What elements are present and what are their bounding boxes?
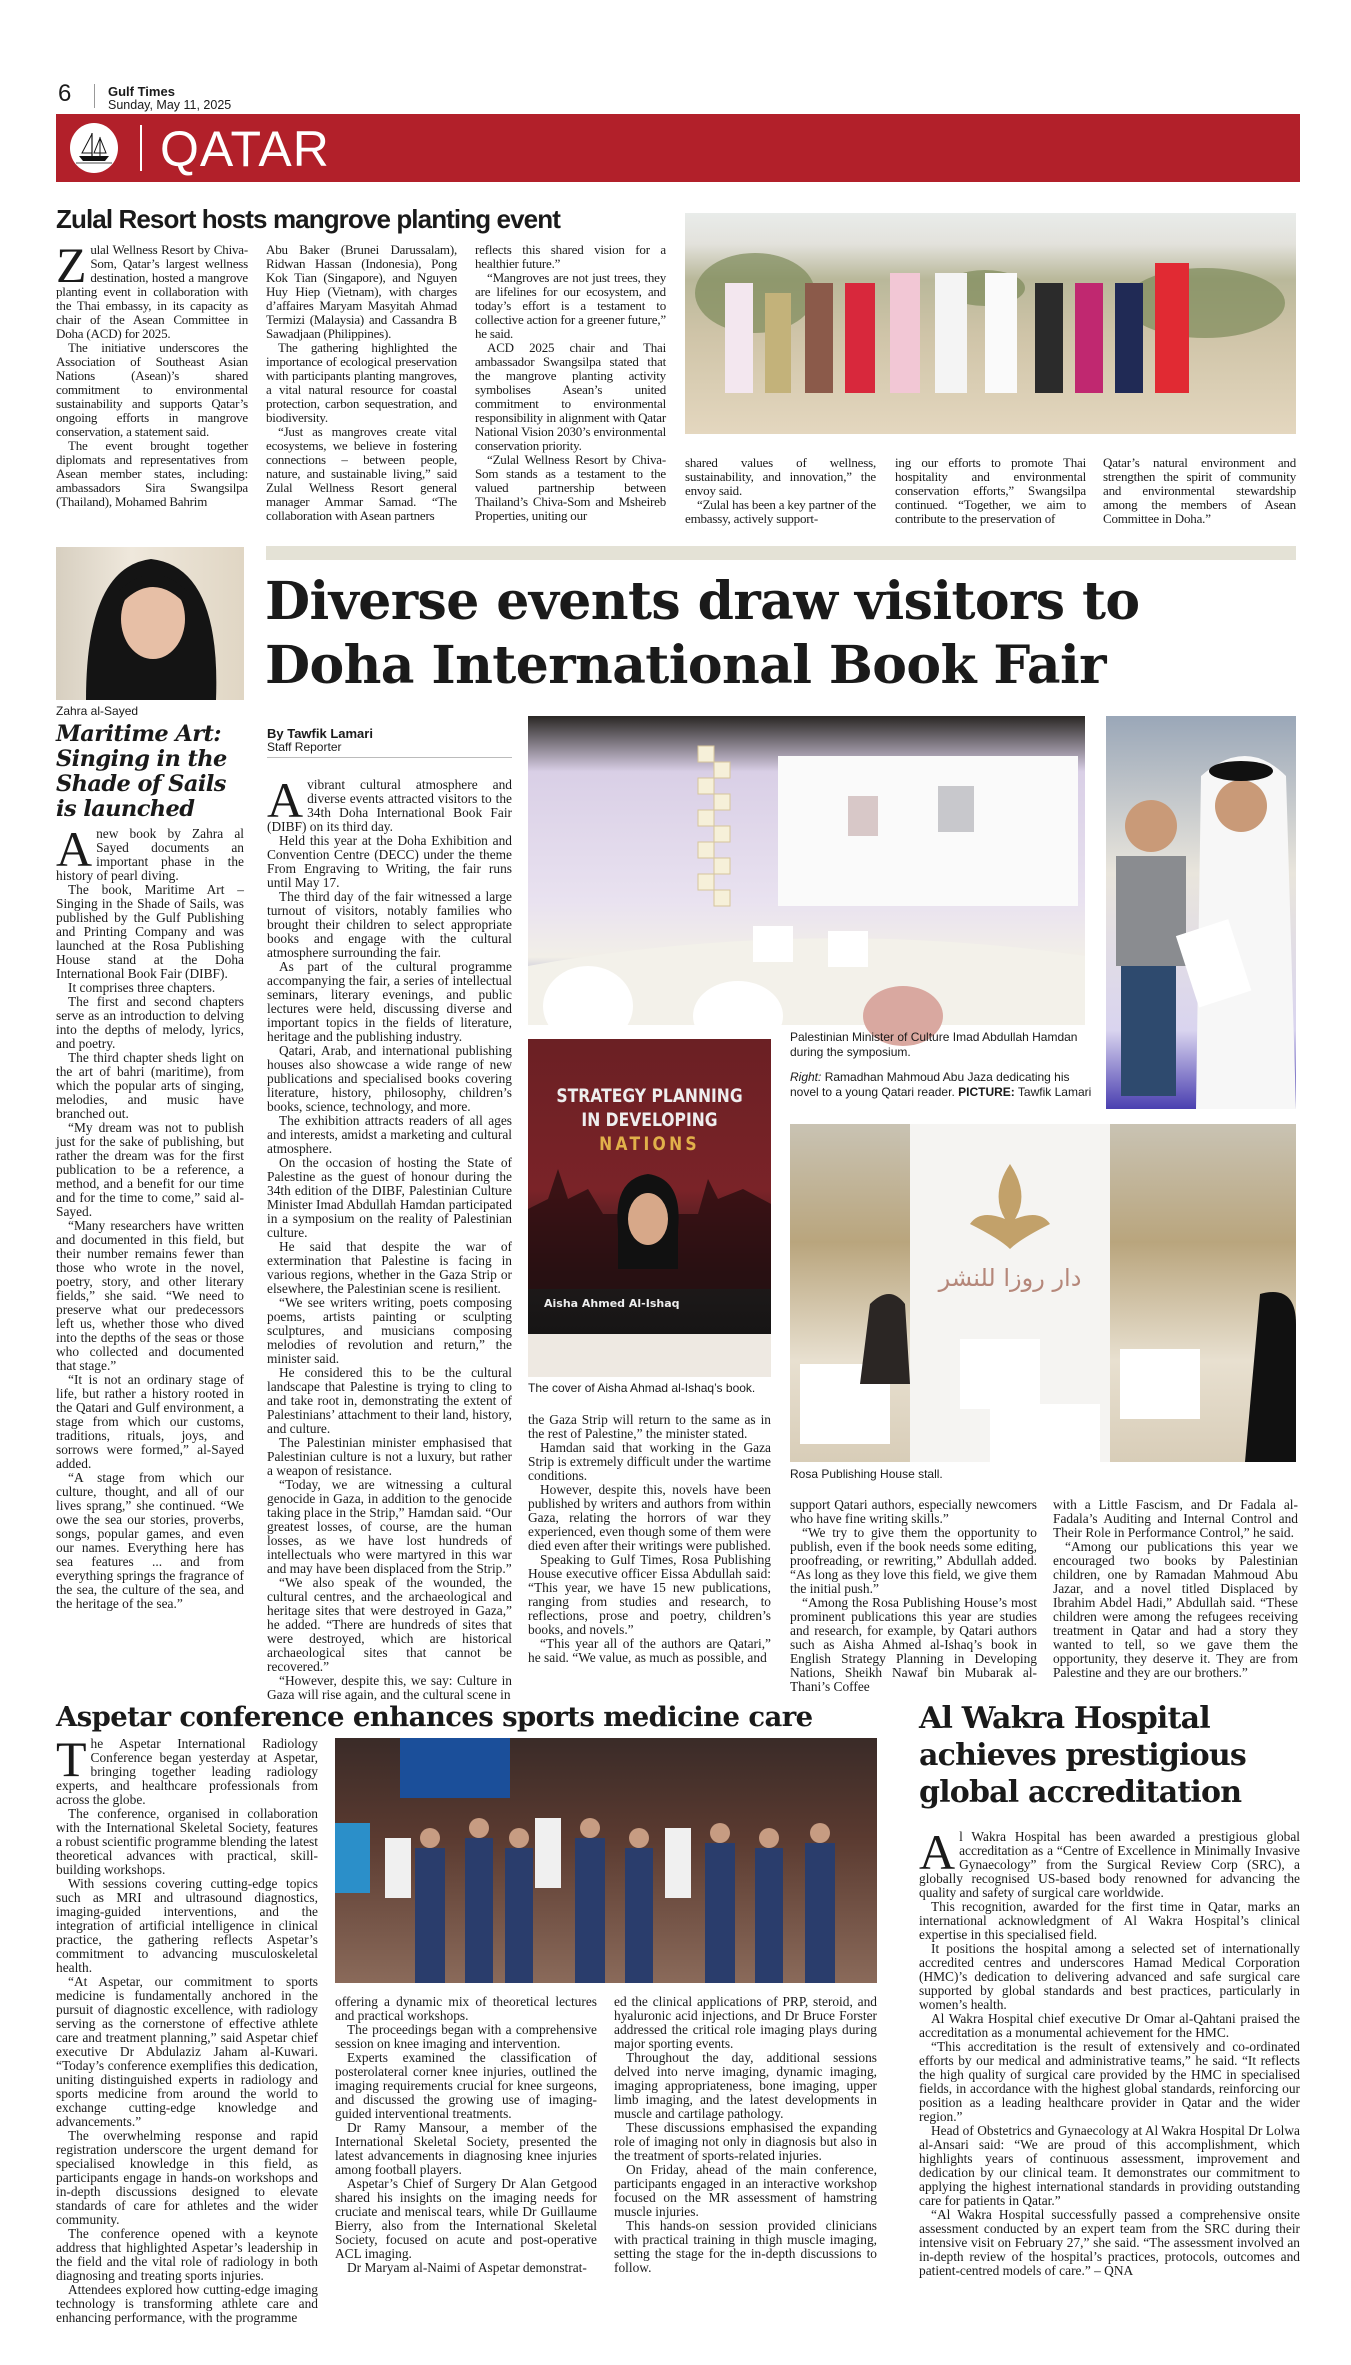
aspetar-column-3 — [614, 1995, 877, 2285]
paragraph: The book, Maritime Art – Singing in the Shade of Sails, was published by the Gulf Publishing and Printing Company and was launched at the Rosa Publishing House stand at the Doha International Book Fair (DIBF). — [56, 882, 244, 981]
paragraph: “Many researchers have written and documented in this field, but their number remains fewer than those who wrote in the novel, poetry, story, and other literary fields,” she said. “We need to preserve what our predecessors left us, whether those who dived into the depths of the seas or those who collected and documented that stage.” — [56, 1218, 244, 1373]
paragraph: “We try to give them the opportunity to publish, even if the book needs some editing, proofreading, or rewriting,” Abdullah added. “As long as they love this field, we give them the initial push.” — [790, 1525, 1037, 1596]
drop-cap: T — [56, 1731, 87, 1787]
aspetar-column-2 — [335, 1995, 597, 2285]
paragraph: Zulal Wellness Resort by Chiva-Som, Qatar’s largest wellness destination, hosted a mangrove planting event in collaboration with the Thai embassy, in its capacity as chair of the Asean Committee in Doha (ACD) for 2025. — [56, 237, 248, 341]
byline: By Tawfik Lamari — [267, 726, 373, 741]
paragraph: “This year all of the authors are Qatari,” he said. “We value, as much as possible, and — [528, 1636, 771, 1665]
paragraph: On Friday, ahead of the main conference, participants engaged in an interactive workshop focused on the MR assessment of hamstring muscle injuries. — [614, 2162, 877, 2219]
bookfair-headline-line-2: Doha International Book Fair — [265, 635, 1106, 696]
reader-caption — [790, 1070, 1095, 1099]
paragraph: Experts examined the classification of posterolateral corner knee injuries, outlined the imaging requirements crucial for knee surgeons, and discussed the growing use of imaging-guided interventional treatments. — [335, 2050, 597, 2121]
paragraph: The conference opened with a keynote address that highlighted Aspetar’s leadership in the field and the vital role of radiology in both diagnosing and treating sports injuries. — [56, 2226, 318, 2283]
paragraph: Avibrant cultural atmosphere and diverse events attracted visitors to the 34th Doha International Book Fair (DIBF) on its third day. — [267, 772, 512, 834]
paragraph: Dr Maryam al-Naimi of Aspetar demonstrat- — [347, 2260, 587, 2275]
mangrove-group-photo — [685, 213, 1296, 434]
zulal-column-4 — [685, 456, 876, 526]
paragraph: It positions the hospital among a selected set of internationally accredited centres and underscores Hamad Medical Corporation (HMC)’s dedication to delivering advanced and safe surgical care supported by global standards and best practices, particularly in women’s health. — [919, 1941, 1300, 2012]
symposium-photo — [528, 716, 1085, 1025]
rosa-sign-text: دار روزا للنشر — [938, 1264, 1082, 1292]
drop-cap: A — [267, 772, 304, 828]
paragraph: shared values of wellness, sustainability, and innovation,” the envoy said. — [685, 455, 876, 498]
paragraph: The gathering highlighted the importance of ecological preservation with participants planting mangroves, a vital natural resource for coastal protection, carbon sequestration, and biodiversity. — [266, 340, 457, 425]
conference-group-photo — [335, 1738, 877, 1983]
paragraph: reflects this shared vision for a healthier future.” — [475, 242, 666, 271]
paragraph: “My dream was not to publish just for the sake of publishing, but rather the dream was for the first publication to be a reference, a method, and a benefit for our time and for the time to come,” said al-Sayed. — [56, 1120, 244, 1219]
paragraph: Speaking to Gulf Times, Rosa Publishing House executive officer Eissa Abdullah said: “This year, we have 15 new publications, ranging from studies and research, to reflections, prose and poetry, children’s books, and novels.” — [528, 1552, 771, 1637]
zulal-column-3 — [475, 243, 666, 523]
zulal-column-5 — [895, 456, 1086, 526]
zulal-headline: Zulal Resort hosts mangrove planting event — [56, 204, 560, 234]
paragraph: Anew book by Zahra al Sayed documents an important phase in the history of pearl diving. — [56, 821, 244, 883]
paragraph: These discussions emphasised the expanding role of imaging not only in diagnosis but also in the treatment of sports-related injuries. — [614, 2120, 877, 2163]
paragraph: The event brought together diplomats and representatives from Asean member states, including: ambassadors Sira Swangsilpa (Thailand), Mohamed Bahrim — [56, 438, 248, 509]
book-title-line-1: STRATEGY PLANNING — [556, 1085, 743, 1107]
paragraph: offering a dynamic mix of theoretical lectures and practical workshops. — [335, 1994, 597, 2023]
paragraph: Aspetar’s Chief of Surgery Dr Alan Getgood shared his insights on the imaging needs for cruciate and meniscal tears, while Dr Guillaume Bierry, also from the International Skeletal Society, focused on acute and post-operative ACL imaging. — [335, 2176, 597, 2261]
paragraph: “It is not an ordinary stage of life, but rather a history rooted in the Qatari and Gulf environment, a stage from which our customs, traditions, rituals, joys, and sorrows were formed,” al-Sayed added. — [56, 1372, 244, 1471]
bookfair-column-4 — [1053, 1498, 1298, 1708]
paragraph: This recognition, awarded for the first time in Qatar, marks an international acknowledgment of Al Wakra Hospital’s clinical expertise in this specialised field. — [919, 1899, 1300, 1942]
zulal-column-6 — [1103, 456, 1296, 526]
caption-picture-credit: Tawfik Lamari — [1017, 1084, 1092, 1099]
paragraph: The exhibition attracts readers of all ages and interests, amidst a marketing and cultural atmosphere. — [267, 1113, 512, 1156]
paragraph: “However, despite this, we say: Culture in Gaza will rise again, and the cultural scene in — [267, 1673, 512, 1702]
paragraph: The overwhelming response and rapid registration underscore the urgent demand for specialised knowledge in this field, as participants engage in hands-on workshops and in-depth discussions designed to elevate standards of care for athletes and the wider community. — [56, 2128, 318, 2227]
paragraph: support Qatari authors, especially newcomers who have fine writing skills.” — [790, 1497, 1037, 1526]
issue-date: Sunday, May 11, 2025 — [108, 98, 232, 112]
book-title-line-2: IN DEVELOPING — [581, 1109, 718, 1131]
banner-divider — [140, 125, 142, 171]
book-cover-author: Aisha Ahmed Al-Ishaq — [544, 1297, 680, 1310]
paragraph: Head of Obstetrics and Gynaecology at Al Wakra Hospital Dr Lolwa al-Ansari said: “We are proud of this accomplishment, which highlights years of continuous assessment, improvement and dedication by our clinical team. It demonstrates our commitment to applying the highest international standards in providing outstanding care for patients in Qatar.” — [919, 2123, 1300, 2208]
zulal-column-2 — [266, 243, 457, 523]
caption-right-text: Ramadhan Mahmoud Abu Jaza dedicating his novel to a young Qatari reader. — [790, 1070, 1070, 1099]
paragraph: He said that despite the war of extermination that Palestine is facing in various regions, whether in the Gaza Strip or elsewhere, the Palestinian scene is resilient. — [267, 1239, 512, 1296]
paragraph: However, despite this, novels have been published by writers and authors from within Gaza, relating the horrors of war they experienced, even though some of them were died even after their writings were published. — [528, 1482, 771, 1553]
paragraph: “Zulal has been a key partner of the embassy, actively support- — [685, 497, 876, 526]
section-title: QATAR — [160, 121, 330, 177]
paragraph: ed the clinical applications of PRP, steroid, and hyaluronic acid injections, and Dr Bruce Forster addressed the critical role imaging plays during major sporting events. — [614, 1994, 877, 2051]
paragraph: The first and second chapters serve as an introduction to delving into the depths of melody, lyrics, and poetry. — [56, 994, 244, 1051]
paragraph: As part of the cultural programme accompanying the fair, a series of intellectual seminars, literary evenings, and public lectures were held, discussing diverse and important topics in the fields of literature, heritage and the publishing industry. — [267, 959, 512, 1044]
paragraph: “At Aspetar, our commitment to sports medicine is fundamentally anchored in the pursuit of diagnostic excellence, with radiology serving as the cornerstone of effective athlete care and treatment planning,” said Aspetar chief executive Dr Abdulaziz Jaham al-Kuwari. “Today’s conference exemplifies this dedication, uniting distinguished experts in radiology and sports medicine from around the world to exchange cutting-edge knowledge and advancements.” — [56, 1974, 318, 2129]
paragraph: The initiative underscores the Association of Southeast Asian Nations (Asean)’s shared commitment to environmental sustainability and supports Qatar’s ongoing efforts in mangrove conservation, a statement said. — [56, 340, 248, 439]
maritime-headline: Maritime Art: Singing in the Shade of Sails is launched — [56, 721, 227, 822]
book-title-line-3: NATIONS — [599, 1133, 700, 1155]
paragraph: with a Little Fascism, and Dr Fadala al-Fadala’s Auditing and Internal Control and Their Role in Performance Control,” he said. — [1053, 1497, 1298, 1540]
caption-picture-label: PICTURE: — [958, 1084, 1015, 1099]
paragraph: Hamdan said that working in the Gaza Strip is extremely difficult under the wartime conditions. — [528, 1440, 771, 1483]
paragraph: The third day of the fair witnessed a large turnout of visitors, notably families who brought their children to select appropriate books and engage with the cultural atmosphere surrounding the fair. — [267, 889, 512, 960]
byline-role: Staff Reporter — [267, 740, 342, 754]
maritime-body — [56, 821, 244, 1647]
aspetar-column-1 — [56, 1731, 318, 2325]
paragraph: Qatar’s natural environment and strengthen the spirit of community and environmental stewardship among the members of Asean Committee in Doha.” — [1103, 455, 1296, 526]
paragraph: “Mangroves are not just trees, they are lifelines for our ecosystem, and today’s effort is a testament to collective action for a greener future,” he said. — [475, 270, 666, 341]
page-number: 6 — [58, 80, 72, 107]
byline-rule — [267, 757, 512, 758]
paragraph: The Palestinian minister emphasised that Palestinian culture is not a luxury, but rather a weapon of resistance. — [267, 1435, 512, 1478]
paragraph: The Aspetar International Radiology Conference began yesterday at Aspetar, bringing together leading radiology experts, and healthcare professionals from across the globe. — [56, 1731, 318, 1807]
paragraph: “We see writers writing, poets composing poems, artists painting or sculpting sculptures, and musicians composing melodies of revolution and return,” the minister said. — [267, 1295, 512, 1366]
alwakra-headline: Al Wakra Hospital achieves prestigious global accreditation — [919, 1701, 1246, 1810]
drop-cap: Z — [56, 237, 87, 293]
paragraph: The proceedings began with a comprehensive session on knee imaging and intervention. — [335, 2022, 597, 2051]
paragraph: ACD 2025 chair and Thai ambassador Swangsilpa stated that the mangrove planting activity symbolises Asean’s united commitment to environmental responsibility in alignment with Qatar National Vision 2030’s environmental conservation priority. — [475, 340, 666, 453]
paragraph: He considered this to be the cultural landscape that Palestine is trying to cling to and take root in, demonstrating the extent of Palestinians’ attachment to their land, history, and culture. — [267, 1365, 512, 1436]
paragraph: Throughout the day, additional sessions delved into nerve imaging, dynamic imaging, imaging appropriateness, bone imaging, upper limb imaging, and the latest developments in muscle and cartilage pathology. — [614, 2050, 877, 2121]
paragraph: Held this year at the Doha Exhibition and Convention Centre (DECC) under the theme From Engraving to Writing, the fair runs until May 17. — [267, 833, 512, 890]
caption-right-label: Right: — [790, 1070, 822, 1084]
book-cover-caption: The cover of Aisha Ahmad al-Ishaq’s book. — [528, 1381, 756, 1395]
paragraph: “Among the Rosa Publishing House’s most prominent publications this year are studies and research, for example, by Qatari authors such as Aisha Ahmed al-Ishaq’s book in English Strategy Planning in Developing Nations, Sheikh Nawaf bin Mubarak al-Thani’s Coffee — [790, 1595, 1037, 1694]
paragraph: Qatari, Arab, and international publishing houses also showcase a wide range of new publications and specialised books covering literature, history, philosophy, children’s books, science, technology, and more. — [267, 1043, 512, 1114]
paragraph: ing our efforts to promote Thai hospitality and environmental conservation efforts,” Swangsilpa continued. “Together, we aim to contribute to the preservation of — [895, 455, 1086, 526]
paragraph: “We also speak of the wounded, the cultural centres, and the archaeological and heritage sites that were destroyed in Gaza,” he added. “There are hundreds of sites that were destroyed, which are historical archaeological sites that cannot be recovered.” — [267, 1575, 512, 1674]
section-top-bar — [266, 546, 1296, 560]
zahra-al-sayed-portrait — [56, 547, 244, 700]
symposium-caption: Palestinian Minister of Culture Imad Abdullah Hamdan during the symposium. — [790, 1030, 1078, 1059]
paragraph: The third chapter sheds light on the art of bahri (maritime), from which the popular arts of singing, melodies, and music have branched out. — [56, 1050, 244, 1121]
paragraph: “Just as mangroves create vital ecosystems, we believe in fostering connections – between people, nature, and sustainable living,” said Zulal Wellness Resort general manager Ammar Samad. “The collaboration with Asean partners — [266, 424, 457, 523]
book-cover-photo — [528, 1039, 771, 1377]
paragraph: Dr Ramy Mansour, a member of the International Skeletal Society, presented the latest advancements in diagnosing knee injuries among football players. — [335, 2120, 597, 2177]
paragraph: It comprises three chapters. — [68, 980, 216, 995]
newspaper-name: Gulf Times — [108, 84, 175, 99]
dhow-logo-icon — [70, 123, 118, 173]
header-divider — [94, 84, 95, 108]
author-with-reader-photo — [1106, 716, 1296, 1109]
paragraph: “Among our publications this year we encouraged two books by Palestinian children, one by Ramadan Mahmoud Abu Jazar, and a novel titled Displaced by Ibrahim Abdel Hadi,” Abdullah said. “These children were among the refugees receiving treatment in Qatar and had a story they wanted to tell, so we gave them the opportunity, they deserve it. They are from Palestine and they are our brothers.” — [1053, 1539, 1298, 1680]
bookfair-column-3 — [790, 1498, 1037, 1708]
rosa-stall-caption: Rosa Publishing House stall. — [790, 1467, 943, 1481]
bookfair-headline-line-1: Diverse events draw visitors to — [265, 571, 1140, 632]
bookfair-headline — [265, 570, 1140, 698]
rosa-stall-photo — [790, 1124, 1296, 1462]
paragraph: Abu Baker (Brunei Darussalam), Ridwan Hassan (Indonesia), Pong Kok Tian (Singapore), and Nguyen Huy Hiep (Vietnam), with charges d’affaires Maryam Masyitah Ahmad Termizi (Malaysia) and Cassandra B Sawadjaan (Philippines). — [266, 242, 457, 341]
zulal-column-1 — [56, 237, 248, 523]
paragraph: “Zulal Wellness Resort by Chiva-Som stands as a testament to the valued partnership between Thailand’s Chiva-Som and Msheireb Properties, uniting our — [475, 452, 666, 523]
paragraph: Al Wakra Hospital has been awarded a prestigious global accreditation as a “Centre of Excellence in Minimally Invasive Gynaecology” from the Surgical Review Corp (SRC), a globally recognised US-based body renowned for advancing the quality and safety of surgical care worldwide. — [919, 1824, 1300, 1900]
bookfair-column-1 — [267, 772, 512, 1708]
paragraph: This hands-on session provided clinicians with practical training in thigh muscle imaging, setting the stage for the in-depth discussions to follow. — [614, 2218, 877, 2275]
paragraph: With sessions covering cutting-edge topics such as MRI and ultrasound diagnostics, imaging-guided interventions, and the integration of artificial intelligence in clinical practice, the gathering reflects Aspetar’s commitment to advancing musculoskeletal health. — [56, 1876, 318, 1975]
paragraph: “Al Wakra Hospital successfully passed a comprehensive onsite assessment conducted by an expert team from the SRC during their intensive visit on February 27,” she said. “The assessment involved an in-depth review of the hospital’s practices, protocols, outcomes and patient-centred models of care.” – QNA — [919, 2207, 1300, 2278]
drop-cap: A — [56, 821, 93, 877]
paragraph: “Today, we are witnessing a cultural genocide in Gaza, in addition to the genocide taking place in the Strip,” Hamdan said. “Our greatest losses, of course, are the human losses, as we have lost hundreds of intellectuals who were martyred in this war and may have been displaced from the Strip.” — [267, 1477, 512, 1576]
section-banner — [56, 114, 1300, 182]
paragraph: “This accreditation is the result of extensively and co-ordinated efforts by our medical and administrative teams,” he said. “It reflects the high quality of surgical care provided by the HMC in specialised fields, in accordance with the highest global standards, reinforcing our position as a leading healthcare provider in Qatar and the wider region.” — [919, 2039, 1300, 2124]
paragraph: Al Wakra Hospital chief executive Dr Omar al-Qahtani praised the accreditation as a monumental achievement for the HMC. — [919, 2011, 1300, 2040]
zahra-photo-caption: Zahra al-Sayed — [56, 704, 139, 718]
alwakra-body — [919, 1824, 1300, 2285]
paragraph: the Gaza Strip will return to the same as in the rest of Palestine,” the minister stated. — [528, 1412, 771, 1441]
paragraph: On the occasion of hosting the State of Palestine as the guest of honour during the 34th edition of the DIBF, Palestinian Culture Minister Imad Abdullah Hamdan participated in a symposium on the reality of Palestinian culture. — [267, 1155, 512, 1240]
drop-cap: A — [919, 1824, 956, 1880]
paragraph: “A stage from which our culture, thought, and all of our lives sprang,” she continued. “We owe the sea our stories, proverbs, songs, popular games, and even our names. Everything here has sea features ... and from everything springs the fragrance of the sea, the culture of the sea, and the heritage of the sea.” — [56, 1470, 244, 1611]
paragraph: Attendees explored how cutting-edge imaging technology is transforming athlete care and enhancing performance, with the programme — [56, 2282, 318, 2325]
bookfair-column-2 — [528, 1413, 771, 1708]
aspetar-headline: Aspetar conference enhances sports medicine care — [56, 1701, 813, 1733]
paragraph: The conference, organised in collaboration with the International Skeletal Society, features a robust scientific programme blending the latest theoretical advances with practical, skill-building workshops. — [56, 1806, 318, 1877]
